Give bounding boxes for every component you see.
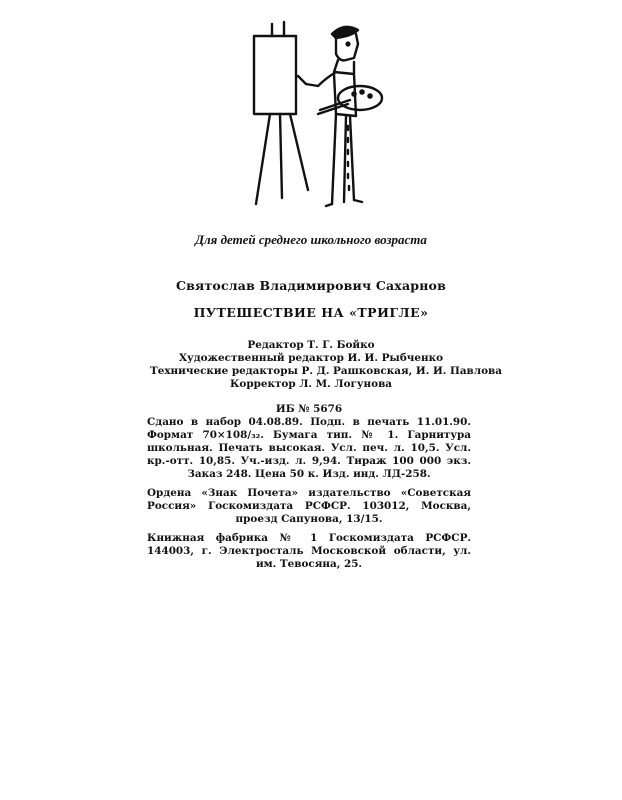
author-name: Святослав Владимирович Сахарнов	[176, 278, 446, 293]
credits-block	[150, 339, 502, 391]
painter-at-easel-icon	[232, 14, 392, 218]
imprint-block	[147, 403, 471, 571]
ib-number: ИБ № 5676	[275, 403, 343, 415]
credit-proofreader: Корректор Л. М. Логунова	[229, 378, 393, 390]
book-title: ПУТЕШЕСТВИЕ НА «ТРИГЛЕ»	[193, 305, 429, 320]
printing-details: Сдано в набор 04.08.89. Подп. в печать 11.01.90. Формат 70×108/₃₂. Бумага тип. № 1. Гарнитура школьная. Печать высокая. Усл. печ. л. 10,5. Усл. кр.-отт. 10,85. Уч.-изд. л. 9,94. Тираж 100 000 экз. Заказ 248. Цена 50 к. Изд. инд. ЛД-258.	[147, 416, 471, 480]
publisher-info: Ордена «Знак Почета» издательство «Советская Россия» Госкомиздата РСФСР. 103012, Москва, проезд Сапунова, 13/15.	[147, 487, 471, 525]
audience-line: Для детей среднего школьного возраста	[195, 232, 427, 247]
credit-art-editor: Художественный редактор И. И. Рыбченко	[178, 352, 444, 364]
credit-technical-editors: Технические редакторы Р. Д. Рашковская, И. И. Павлова	[150, 365, 502, 377]
credit-editor: Редактор Т. Г. Бойко	[247, 339, 375, 351]
printer-info: Книжная фабрика № 1 Госкомиздата РСФСР. 144003, г. Электросталь Московской области, ул. им. Тевосяна, 25.	[147, 532, 471, 570]
